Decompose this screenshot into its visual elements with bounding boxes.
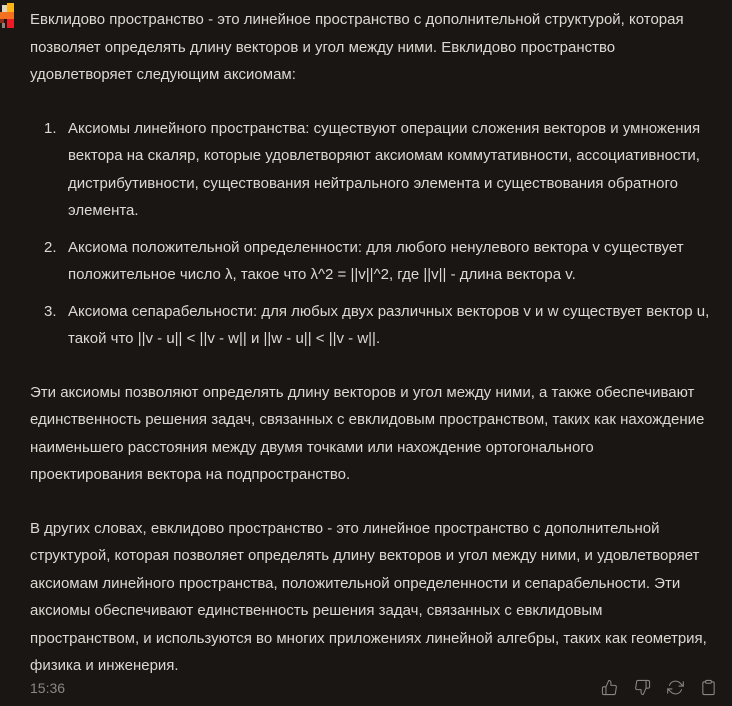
- copy-icon: [700, 679, 717, 696]
- thumbs-down-icon: [634, 679, 651, 696]
- regenerate-icon: [667, 679, 684, 696]
- axiom-text: Аксиома положительной определенности: для любого ненулевого вектора v существует положительное число λ, такое что λ^2 = ||v||^2, где ||v|| - длина вектора v.: [68, 238, 684, 283]
- axiom-item-3: [44, 298, 710, 353]
- axiom-item-1: [44, 115, 710, 225]
- axiom-text: Аксиомы линейного пространства: существуют операции сложения векторов и умножения вектора на скаляр, которые удовлетворяют аксиомам коммутативности, ассоциативности, дистрибутивности, существования нейтрального элемента и существования обратного элемента.: [68, 119, 701, 219]
- copy-button[interactable]: [699, 678, 718, 697]
- assistant-message: [30, 6, 710, 706]
- regenerate-button[interactable]: [666, 678, 685, 697]
- thumbs-down-button[interactable]: [633, 678, 652, 697]
- axiom-text: Аксиома сепарабельности: для любых двух различных векторов v и w существует вектор u, такой что ||v - u|| < ||v - w|| и ||w - u|| < ||v - w||.: [68, 302, 710, 347]
- message-conclusion-paragraph: В других словах, евклидово пространство - это линейное пространство с дополнительной структурой, которая позволяет определять длину векторов и угол между ними, и удовлетворяет аксиомам линейного пространства, положительной определенности и сепарабельности. Эти аксиомы обеспечивают единственность решения задач, связанных с евклидовым пространством, и используются во многих приложениях линейной алгебры, таких как геометрия, физика и инженерия.: [30, 519, 707, 674]
- message-summary-paragraph: Эти аксиомы позволяют определять длину векторов и угол между ними, а также обеспечивают единственность решения задач, связанных с евклидовым пространством, таких как нахождение наименьшего расстояния между двумя точками или нахождение ортогонального проектирования вектора на подпространство.: [30, 383, 705, 483]
- thumbs-up-button[interactable]: [600, 678, 619, 697]
- assistant-avatar: [0, 3, 16, 29]
- flame-pixel-avatar-icon: [0, 3, 16, 29]
- axiom-item-2: [44, 234, 710, 289]
- axiom-number: 3.: [44, 302, 57, 320]
- message-timestamp: 15:36: [30, 679, 66, 696]
- thumbs-up-icon: [601, 679, 618, 696]
- axiom-list: [30, 115, 710, 353]
- message-footer: [30, 678, 718, 697]
- message-actions: [600, 678, 718, 697]
- message-intro-paragraph: Евклидово пространство - это линейное пространство с дополнительной структурой, которая позволяет определять длину векторов и угол между ними. Евклидово пространство удовлетворяет следующим аксиомам:: [30, 11, 684, 83]
- axiom-number: 2.: [44, 238, 57, 256]
- axiom-number: 1.: [44, 119, 57, 137]
